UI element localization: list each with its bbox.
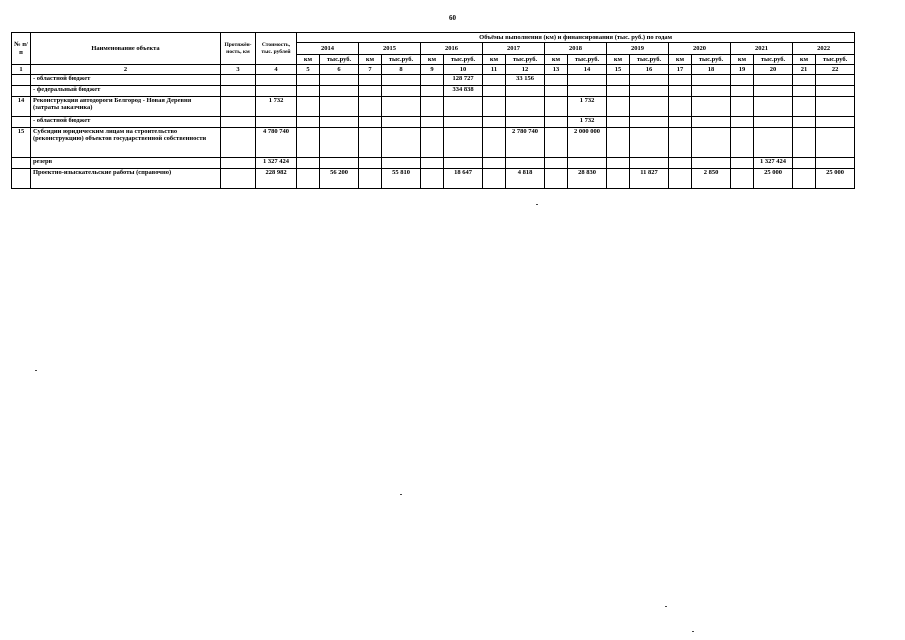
row-length <box>221 75 256 86</box>
header-year: 2020 <box>669 43 731 55</box>
column-index: 11 <box>483 65 506 75</box>
header-unit-km: км <box>545 55 568 65</box>
cell-rub <box>692 75 731 86</box>
row-cost <box>256 86 297 97</box>
row-length <box>221 86 256 97</box>
scan-speck <box>400 494 402 495</box>
cell-km <box>731 169 754 189</box>
header-volumes-title: Объёмы выполнения (км) и финансирования (тыс. руб.) по годам <box>297 33 855 43</box>
cell-km <box>731 128 754 158</box>
header-unit-rub: тыс.руб. <box>444 55 483 65</box>
cell-rub: 33 156 <box>506 75 545 86</box>
cell-km <box>731 75 754 86</box>
cell-rub <box>568 75 607 86</box>
cell-km <box>793 158 816 169</box>
column-index: 7 <box>359 65 382 75</box>
row-number <box>12 117 31 128</box>
cell-km <box>297 158 320 169</box>
header-year: 2021 <box>731 43 793 55</box>
cell-km <box>731 97 754 117</box>
cell-rub <box>630 117 669 128</box>
cell-rub <box>382 75 421 86</box>
cell-km <box>483 158 506 169</box>
row-cost: 1 327 424 <box>256 158 297 169</box>
cell-rub <box>692 97 731 117</box>
cell-rub <box>816 86 855 97</box>
header-year: 2015 <box>359 43 421 55</box>
table-row <box>12 86 855 97</box>
cell-km <box>607 158 630 169</box>
cell-rub <box>568 86 607 97</box>
table-row <box>12 128 855 158</box>
row-cost: 1 732 <box>256 97 297 117</box>
cell-rub: 25 000 <box>816 169 855 189</box>
column-index: 5 <box>297 65 320 75</box>
row-cost: 228 982 <box>256 169 297 189</box>
header-unit-km: км <box>731 55 754 65</box>
cell-km <box>421 97 444 117</box>
column-index: 13 <box>545 65 568 75</box>
column-index: 12 <box>506 65 545 75</box>
page-number: 60 <box>449 14 456 22</box>
cell-km <box>793 75 816 86</box>
row-cost <box>256 75 297 86</box>
row-length <box>221 117 256 128</box>
cell-rub <box>816 128 855 158</box>
cell-km <box>359 158 382 169</box>
cell-km <box>359 97 382 117</box>
cell-rub: 25 000 <box>754 169 793 189</box>
cell-km <box>421 86 444 97</box>
cell-km <box>483 117 506 128</box>
column-index: 9 <box>421 65 444 75</box>
row-length <box>221 169 256 189</box>
cell-km <box>545 86 568 97</box>
cell-km <box>359 169 382 189</box>
cell-rub: 55 810 <box>382 169 421 189</box>
cell-km <box>545 75 568 86</box>
column-index: 15 <box>607 65 630 75</box>
cell-km <box>793 117 816 128</box>
cell-rub <box>382 128 421 158</box>
row-object-name: Реконструкция автодороги Белгород - Новая Деревня (затраты заказчика) <box>31 97 221 117</box>
cell-rub: 128 727 <box>444 75 483 86</box>
row-number <box>12 75 31 86</box>
header-year: 2019 <box>607 43 669 55</box>
header-object-name: Наименование объекта <box>31 33 221 65</box>
column-index: 14 <box>568 65 607 75</box>
cell-km <box>731 117 754 128</box>
cell-rub <box>754 128 793 158</box>
cell-rub <box>630 75 669 86</box>
cell-rub: 2 000 000 <box>568 128 607 158</box>
cell-km <box>483 97 506 117</box>
cell-rub <box>754 86 793 97</box>
cell-rub: 11 827 <box>630 169 669 189</box>
cell-rub: 4 818 <box>506 169 545 189</box>
cell-rub <box>444 117 483 128</box>
row-number <box>12 86 31 97</box>
cell-km <box>359 86 382 97</box>
cell-rub <box>382 86 421 97</box>
row-length <box>221 97 256 117</box>
column-index: 18 <box>692 65 731 75</box>
row-number: 14 <box>12 97 31 117</box>
header-year: 2022 <box>793 43 855 55</box>
header-cost: Стоимость, тыс. рублей <box>256 33 297 65</box>
cell-rub: 56 200 <box>320 169 359 189</box>
cell-km <box>483 169 506 189</box>
cell-rub <box>568 158 607 169</box>
cell-rub: 1 732 <box>568 117 607 128</box>
row-number: 15 <box>12 128 31 158</box>
row-object-name: - областной бюджет <box>31 75 221 86</box>
scan-speck <box>692 631 694 632</box>
cell-rub <box>816 117 855 128</box>
header-year: 2018 <box>545 43 607 55</box>
cell-rub <box>816 75 855 86</box>
column-index: 4 <box>256 65 297 75</box>
cell-km <box>545 97 568 117</box>
cell-km <box>669 86 692 97</box>
row-cost <box>256 117 297 128</box>
cell-km <box>297 169 320 189</box>
cell-km <box>607 169 630 189</box>
cell-km <box>669 97 692 117</box>
cell-rub <box>506 86 545 97</box>
cell-rub <box>320 117 359 128</box>
header-unit-rub: тыс.руб. <box>568 55 607 65</box>
header-unit-rub: тыс.руб. <box>506 55 545 65</box>
header-unit-rub: тыс.руб. <box>630 55 669 65</box>
header-unit-km: км <box>793 55 816 65</box>
cell-km <box>297 75 320 86</box>
financing-table <box>11 32 855 189</box>
header-unit-km: км <box>483 55 506 65</box>
column-index: 10 <box>444 65 483 75</box>
row-object-name: - федеральный бюджет <box>31 86 221 97</box>
header-unit-rub: тыс.руб. <box>754 55 793 65</box>
cell-km <box>731 86 754 97</box>
cell-km <box>793 97 816 117</box>
cell-km <box>421 75 444 86</box>
cell-rub: 1 327 424 <box>754 158 793 169</box>
cell-rub: 334 838 <box>444 86 483 97</box>
scan-speck <box>35 370 37 371</box>
cell-km <box>297 86 320 97</box>
row-object-name: - областной бюджет <box>31 117 221 128</box>
cell-km <box>421 158 444 169</box>
cell-rub <box>630 97 669 117</box>
cell-rub <box>320 75 359 86</box>
row-object-name: Субсидии юридическим лицам на строительство (реконструкцию) объектов государственной собственности <box>31 128 221 158</box>
cell-rub <box>506 97 545 117</box>
header-unit-km: км <box>421 55 444 65</box>
cell-rub <box>320 128 359 158</box>
scan-speck <box>536 204 538 205</box>
cell-rub <box>320 97 359 117</box>
cell-km <box>793 169 816 189</box>
cell-rub <box>444 158 483 169</box>
header-year: 2014 <box>297 43 359 55</box>
cell-km <box>669 75 692 86</box>
cell-km <box>669 117 692 128</box>
cell-km <box>359 128 382 158</box>
row-number <box>12 169 31 189</box>
column-index: 1 <box>12 65 31 75</box>
column-index: 21 <box>793 65 816 75</box>
column-index: 17 <box>669 65 692 75</box>
header-unit-rub: тыс.руб. <box>382 55 421 65</box>
cell-rub <box>692 158 731 169</box>
cell-km <box>669 128 692 158</box>
cell-rub <box>692 128 731 158</box>
cell-km <box>545 169 568 189</box>
header-length: Протяжён-ность, км <box>221 33 256 65</box>
cell-km <box>607 117 630 128</box>
cell-km <box>359 117 382 128</box>
table-row <box>12 158 855 169</box>
cell-rub: 2 850 <box>692 169 731 189</box>
row-number <box>12 158 31 169</box>
header-unit-rub: тыс.руб. <box>816 55 855 65</box>
cell-rub <box>320 86 359 97</box>
cell-km <box>297 128 320 158</box>
cell-rub <box>444 97 483 117</box>
cell-km <box>421 169 444 189</box>
cell-km <box>297 117 320 128</box>
cell-rub <box>382 117 421 128</box>
header-year: 2017 <box>483 43 545 55</box>
header-unit-km: км <box>607 55 630 65</box>
cell-km <box>359 75 382 86</box>
cell-rub: 28 830 <box>568 169 607 189</box>
cell-rub <box>630 86 669 97</box>
cell-km <box>421 128 444 158</box>
cell-rub <box>320 158 359 169</box>
cell-rub <box>692 86 731 97</box>
cell-km <box>483 75 506 86</box>
cell-km <box>297 97 320 117</box>
cell-km <box>421 117 444 128</box>
header-unit-km: км <box>359 55 382 65</box>
cell-rub: 2 780 740 <box>506 128 545 158</box>
row-length <box>221 128 256 158</box>
cell-rub <box>816 158 855 169</box>
header-unit-rub: тыс.руб. <box>320 55 359 65</box>
header-number: № п/п <box>12 33 31 65</box>
cell-rub <box>444 128 483 158</box>
table-row <box>12 75 855 86</box>
table-row <box>12 117 855 128</box>
column-index: 16 <box>630 65 669 75</box>
cell-km <box>607 128 630 158</box>
row-length <box>221 158 256 169</box>
cell-km <box>607 86 630 97</box>
cell-km <box>669 158 692 169</box>
cell-km <box>545 158 568 169</box>
row-object-name: резерв <box>31 158 221 169</box>
cell-rub <box>382 158 421 169</box>
cell-rub <box>506 117 545 128</box>
header-year: 2016 <box>421 43 483 55</box>
cell-km <box>607 75 630 86</box>
cell-km <box>607 97 630 117</box>
table-row <box>12 169 855 189</box>
cell-km <box>483 86 506 97</box>
column-index: 6 <box>320 65 359 75</box>
row-cost: 4 780 740 <box>256 128 297 158</box>
cell-km <box>731 158 754 169</box>
header-unit-rub: тыс.руб. <box>692 55 731 65</box>
cell-rub <box>382 97 421 117</box>
cell-rub <box>754 75 793 86</box>
cell-km <box>545 128 568 158</box>
cell-km <box>545 117 568 128</box>
column-index: 2 <box>31 65 221 75</box>
cell-km <box>793 128 816 158</box>
cell-km <box>793 86 816 97</box>
cell-rub <box>506 158 545 169</box>
column-index: 19 <box>731 65 754 75</box>
cell-rub: 1 732 <box>568 97 607 117</box>
cell-rub <box>630 128 669 158</box>
cell-rub <box>692 117 731 128</box>
cell-rub <box>754 97 793 117</box>
header-unit-km: км <box>669 55 692 65</box>
row-object-name: Проектно-изыскательские работы (справочно) <box>31 169 221 189</box>
column-index: 22 <box>816 65 855 75</box>
table-row <box>12 97 855 117</box>
column-index: 8 <box>382 65 421 75</box>
cell-rub <box>754 117 793 128</box>
cell-km <box>669 169 692 189</box>
cell-rub <box>630 158 669 169</box>
column-index: 20 <box>754 65 793 75</box>
scan-speck <box>665 606 667 607</box>
cell-km <box>483 128 506 158</box>
header-unit-km: км <box>297 55 320 65</box>
cell-rub <box>816 97 855 117</box>
cell-rub: 18 647 <box>444 169 483 189</box>
column-index: 3 <box>221 65 256 75</box>
